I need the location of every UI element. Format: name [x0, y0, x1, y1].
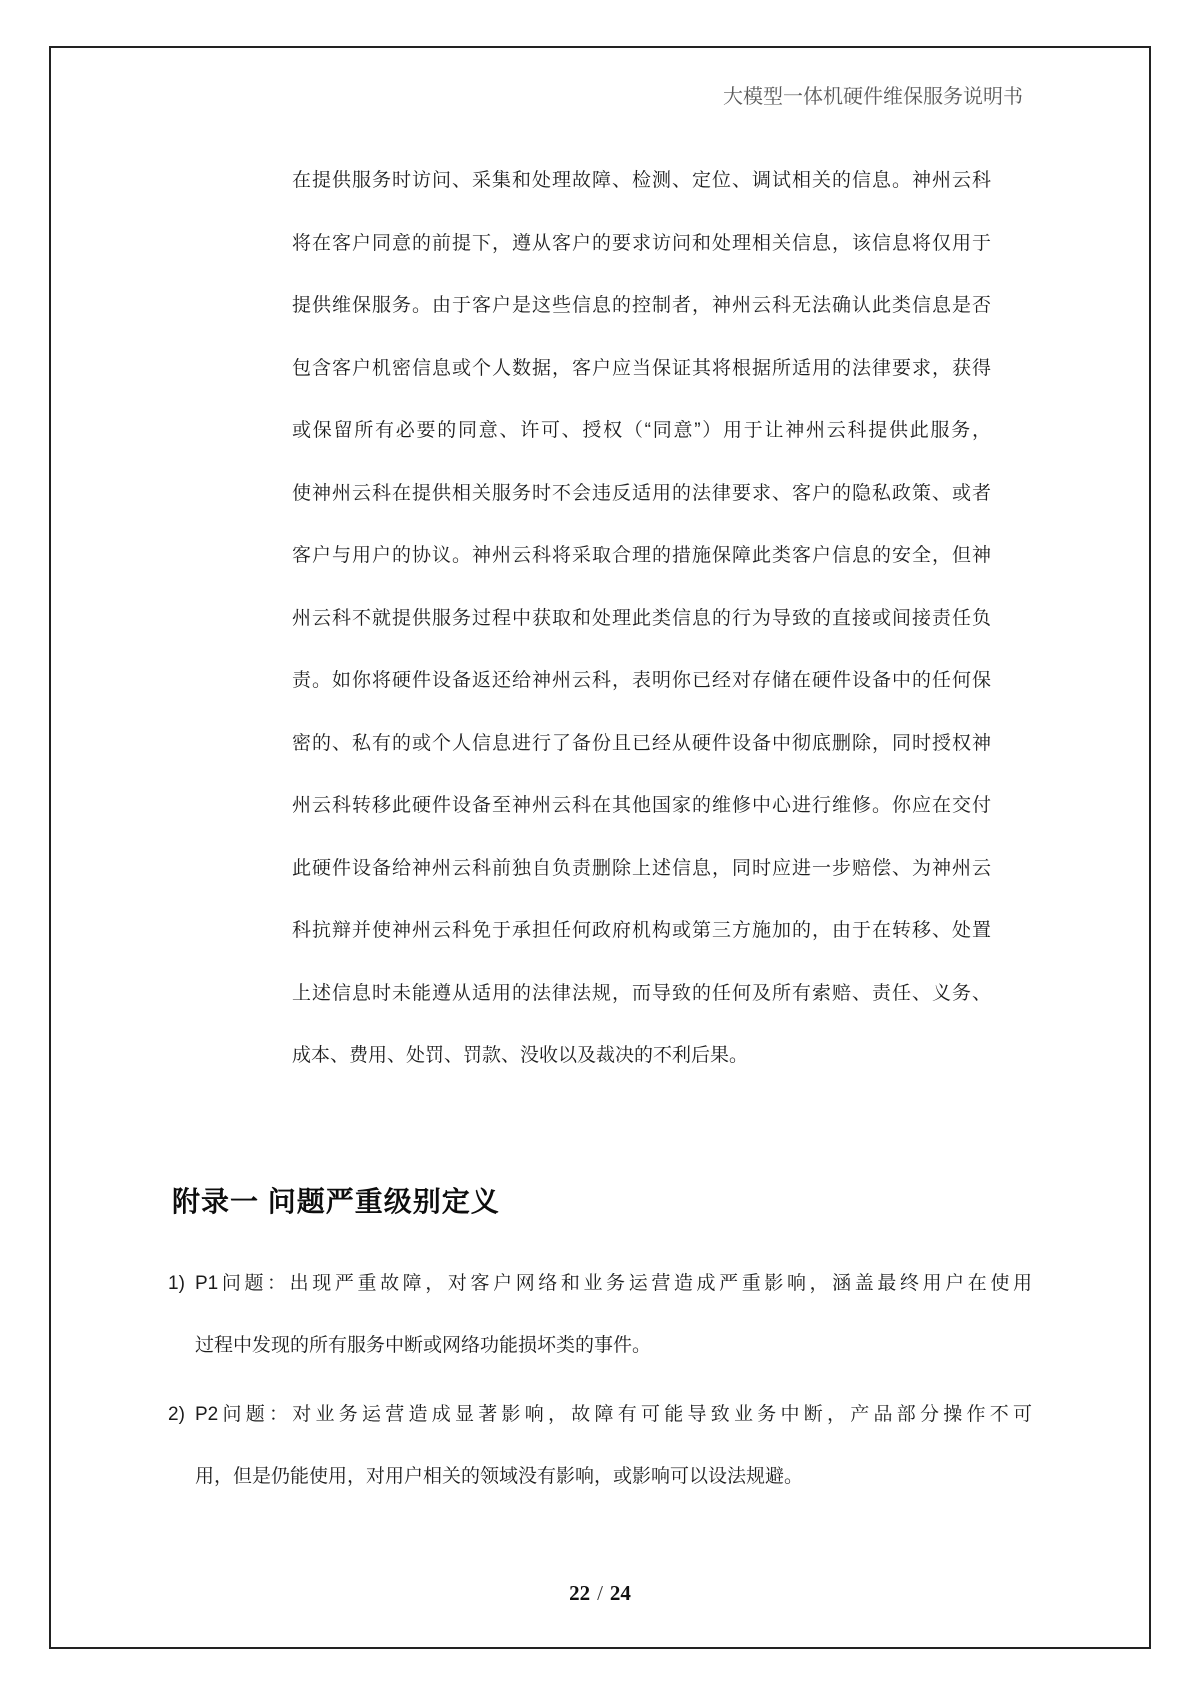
paragraph-line: 使神州云科在提供相关服务时不会违反适用的法律要求、客户的隐私政策、或者	[292, 482, 991, 504]
page-header	[723, 84, 1023, 110]
appendix-heading: 附录一 问题严重级别定义	[172, 1186, 500, 1217]
body-paragraph	[292, 150, 991, 1088]
paragraph-line: 在提供服务时访问、采集和处理故障、检测、定位、调试相关的信息。神州云科	[292, 170, 991, 191]
paragraph-line: 科抗辩并使神州云科免于承担任何政府机构或第三方施加的，由于在转移、处置	[292, 920, 991, 941]
list-item-text	[195, 1384, 1032, 1508]
paragraph-line: 州云科不就提供服务过程中获取和处理此类信息的行为导致的直接或间接责任负	[292, 607, 991, 629]
page-number-current: 22	[569, 1581, 591, 1605]
list-item	[168, 1253, 1032, 1377]
list-item-number: 2)	[168, 1404, 185, 1425]
paragraph-line: 将在客户同意的前提下，遵从客户的要求访问和处理相关信息，该信息将仅用于	[292, 232, 991, 254]
page-number-separator: /	[597, 1581, 603, 1605]
paragraph-line: 提供维保服务。由于客户是这些信息的控制者，神州云科无法确认此类信息是否	[292, 295, 991, 316]
header-title: 大模型一体机硬件维保服务说明书	[723, 86, 1023, 108]
page-footer	[0, 1580, 1200, 1606]
list-item-line: P1问题：出现严重故障，对客户网络和业务运营造成严重影响，涵盖最终用户在使用	[195, 1273, 1032, 1294]
paragraph-line: 成本、费用、处罚、罚款、没收以及裁决的不利后果。	[292, 1045, 749, 1066]
list-item-line: P2问题：对业务运营造成显著影响，故障有可能导致业务中断，产品部分操作不可	[195, 1404, 1032, 1425]
list-item-line: 过程中发现的所有服务中断或网络功能损坏类的事件。	[195, 1335, 652, 1356]
list-item-number: 1)	[168, 1273, 185, 1294]
list-item	[168, 1384, 1032, 1508]
paragraph-line: 此硬件设备给神州云科前独自负责删除上述信息，同时应进一步赔偿、为神州云	[292, 857, 991, 879]
list-item-text	[195, 1253, 1032, 1377]
list-item-line: 用，但是仍能使用，对用户相关的领域没有影响，或影响可以设法规避。	[195, 1466, 804, 1487]
paragraph-line: 密的、私有的或个人信息进行了备份且已经从硬件设备中彻底删除，同时授权神	[292, 732, 991, 754]
paragraph-line: 上述信息时未能遵从适用的法律法规，而导致的任何及所有索赔、责任、义务、	[292, 982, 991, 1004]
paragraph-line: 客户与用户的协议。神州云科将采取合理的措施保障此类客户信息的安全，但神	[292, 545, 991, 566]
paragraph-line: 责。如你将硬件设备返还给神州云科，表明你已经对存储在硬件设备中的任何保	[292, 670, 991, 691]
paragraph-line: 包含客户机密信息或个人数据，客户应当保证其将根据所适用的法律要求，获得	[292, 357, 991, 379]
paragraph-line: 州云科转移此硬件设备至神州云科在其他国家的维修中心进行维修。你应在交付	[292, 795, 991, 816]
appendix-list	[168, 1253, 1032, 1515]
paragraph-line: 或保留所有必要的同意、许可、授权（“同意”）用于让神州云科提供此服务，	[292, 420, 991, 441]
page-number-total: 24	[609, 1581, 631, 1605]
